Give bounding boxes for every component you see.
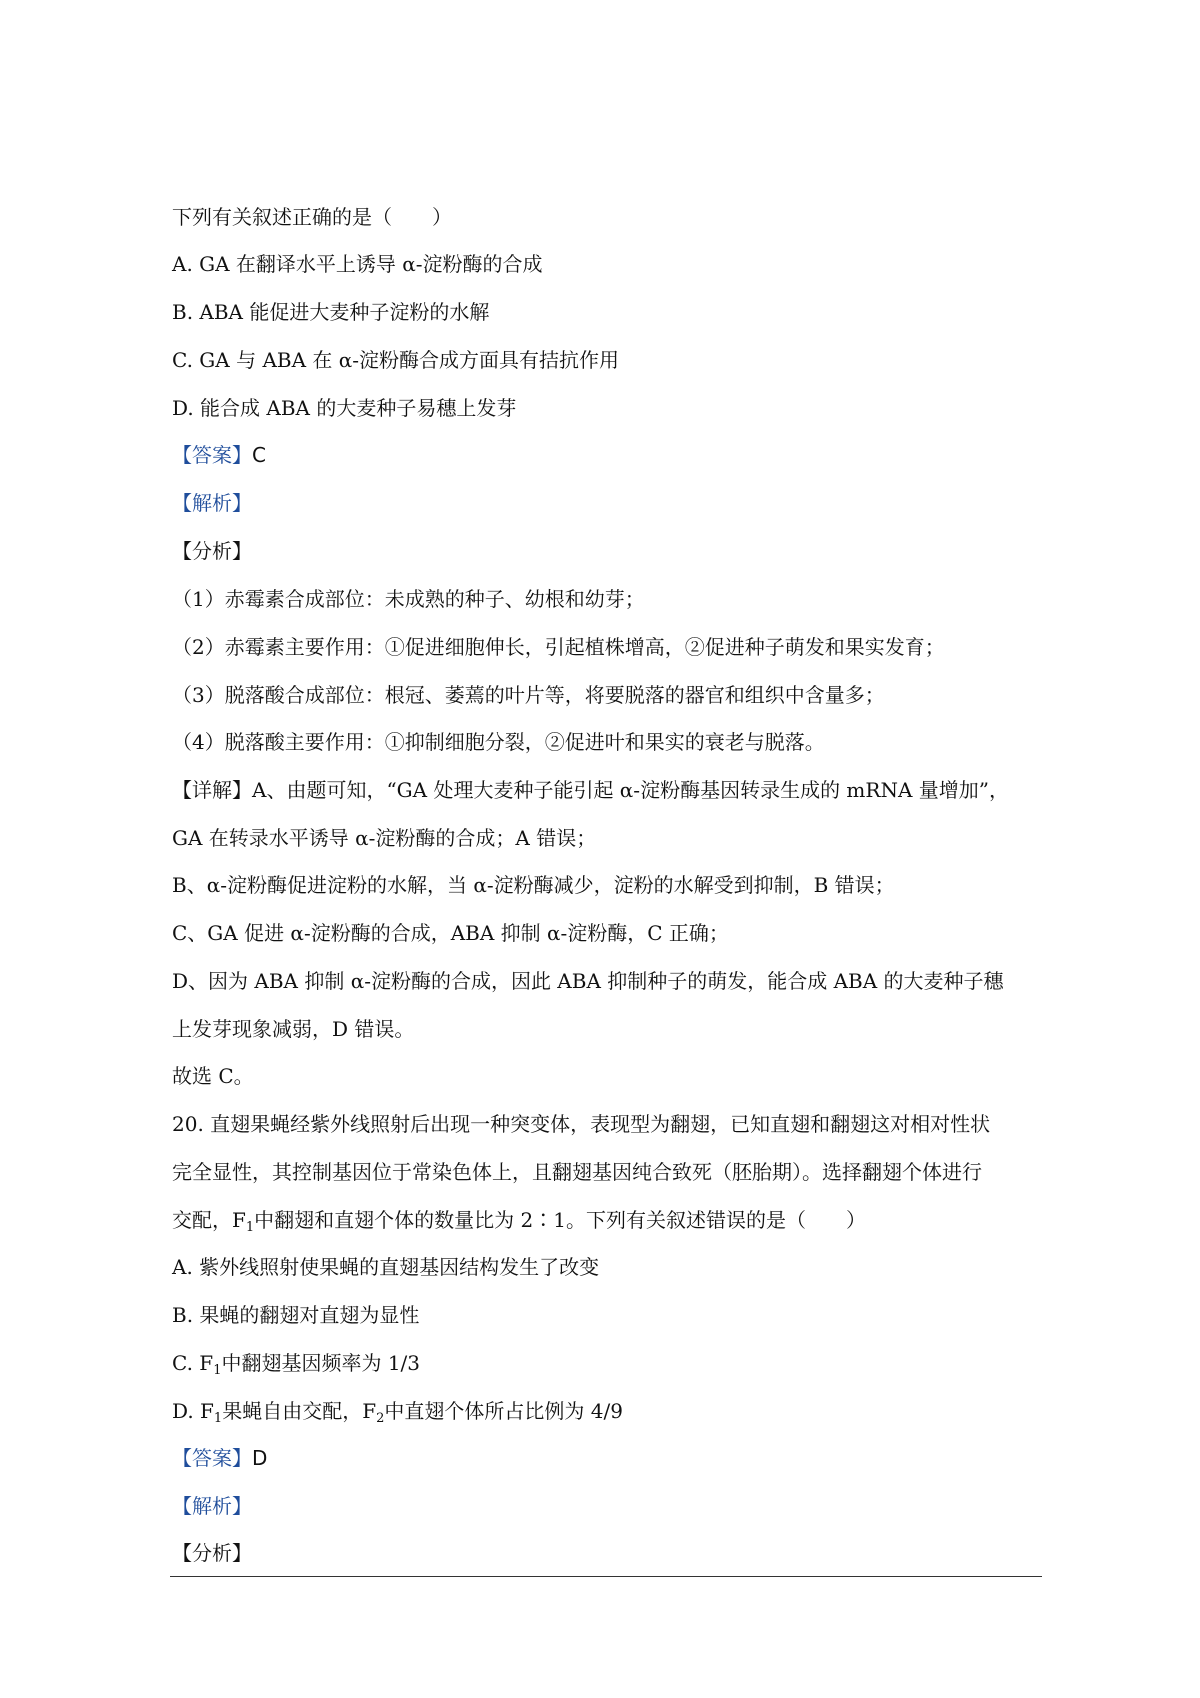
analysis-point-2: （2）赤霉素主要作用：①促进细胞伸长，引起植株增高，②促进种子萌发和果实发育；	[172, 635, 945, 659]
q20-option-d	[172, 1396, 1042, 1426]
detail-line-2: GA 在转录水平诱导 α-淀粉酶的合成；A 错误；	[172, 826, 597, 850]
detail-tag: 【详解】	[172, 778, 252, 802]
option-text: 中翻翅基因频率为 1/3	[221, 1351, 421, 1375]
analysis-tag: 【解析】	[172, 491, 252, 515]
subscript: 1	[213, 1363, 222, 1378]
answer-value: D	[252, 1446, 268, 1470]
q20-answer-line	[172, 1443, 1042, 1473]
conclusion: 故选 C。	[172, 1064, 254, 1088]
stem-text: 中翻翅和直翅个体的数量比为 2∶1。下列有关叙述错误的是（ ）	[254, 1208, 866, 1232]
subscript: 1	[245, 1220, 255, 1235]
analysis-tag: 【解析】	[172, 1494, 252, 1518]
q19-stem-tail: 下列有关叙述正确的是（ ）	[172, 205, 452, 229]
detail-line-1	[172, 775, 1042, 805]
q19-option-d: D. 能合成 ABA 的大麦种子易穗上发芽	[172, 396, 517, 420]
q20-option-b: B. 果蝇的翻翅对直翅为显性	[172, 1303, 420, 1327]
fenxi-tag: 【分析】	[172, 1541, 252, 1565]
q20-stem-line-2: 完全显性，其控制基因位于常染色体上，且翻翅基因纯合致死（胚胎期）。选择翻翅个体进行	[172, 1160, 982, 1184]
option-text: D. F	[172, 1399, 214, 1423]
analysis-point-4: （4）脱落酸主要作用：①抑制细胞分裂，②促进叶和果实的衰老与脱落。	[172, 730, 825, 754]
detail-line-6: 上发芽现象减弱，D 错误。	[172, 1017, 415, 1041]
answer-value: C	[252, 443, 266, 467]
option-text: 果蝇自由交配，F	[222, 1399, 377, 1423]
option-text: 中直翅个体所占比例为 4/9	[384, 1399, 623, 1423]
option-text: C. F	[172, 1351, 214, 1375]
subscript: 1	[213, 1411, 223, 1426]
q20-stem-line-1: 20. 直翅果蝇经紫外线照射后出现一种突变体，表现型为翻翅，已知直翅和翻翅这对相对性状	[172, 1112, 991, 1136]
q20-option-c	[172, 1348, 1042, 1378]
detail-line-5: D、因为 ABA 抑制 α-淀粉酶的合成，因此 ABA 抑制种子的萌发，能合成 ABA 的大麦种子穗	[172, 969, 1004, 993]
q19-answer-line	[172, 440, 1042, 470]
q20-option-a: A. 紫外线照射使果蝇的直翅基因结构发生了改变	[172, 1255, 600, 1279]
footer-rule	[170, 1576, 1042, 1577]
analysis-point-1: （1）赤霉素合成部位：未成熟的种子、幼根和幼芽；	[172, 587, 645, 611]
analysis-point-3: （3）脱落酸合成部位：根冠、萎蔫的叶片等，将要脱落的器官和组织中含量多；	[172, 683, 885, 707]
answer-tag: 【答案】	[172, 1446, 252, 1470]
answer-tag: 【答案】	[172, 443, 252, 467]
q19-option-c: C. GA 与 ABA 在 α-淀粉酶合成方面具有拮抗作用	[172, 348, 620, 372]
q19-option-b: B. ABA 能促进大麦种子淀粉的水解	[172, 300, 490, 324]
q19-option-a: A. GA 在翻译水平上诱导 α-淀粉酶的合成	[172, 252, 543, 276]
detail-line-3: B、α-淀粉酶促进淀粉的水解，当 α-淀粉酶减少，淀粉的水解受到抑制，B 错误；	[172, 873, 895, 897]
q20-stem-line-3	[172, 1205, 1042, 1235]
detail-line-4: C、GA 促进 α-淀粉酶的合成，ABA 抑制 α-淀粉酶，C 正确；	[172, 921, 729, 945]
stem-text: 交配，F	[172, 1208, 246, 1232]
subscript: 2	[376, 1411, 385, 1426]
fenxi-tag: 【分析】	[172, 539, 252, 563]
detail-text: A、由题可知，“GA 处理大麦种子能引起 α-淀粉酶基因转录生成的 mRNA 量增加”，	[252, 778, 1009, 802]
